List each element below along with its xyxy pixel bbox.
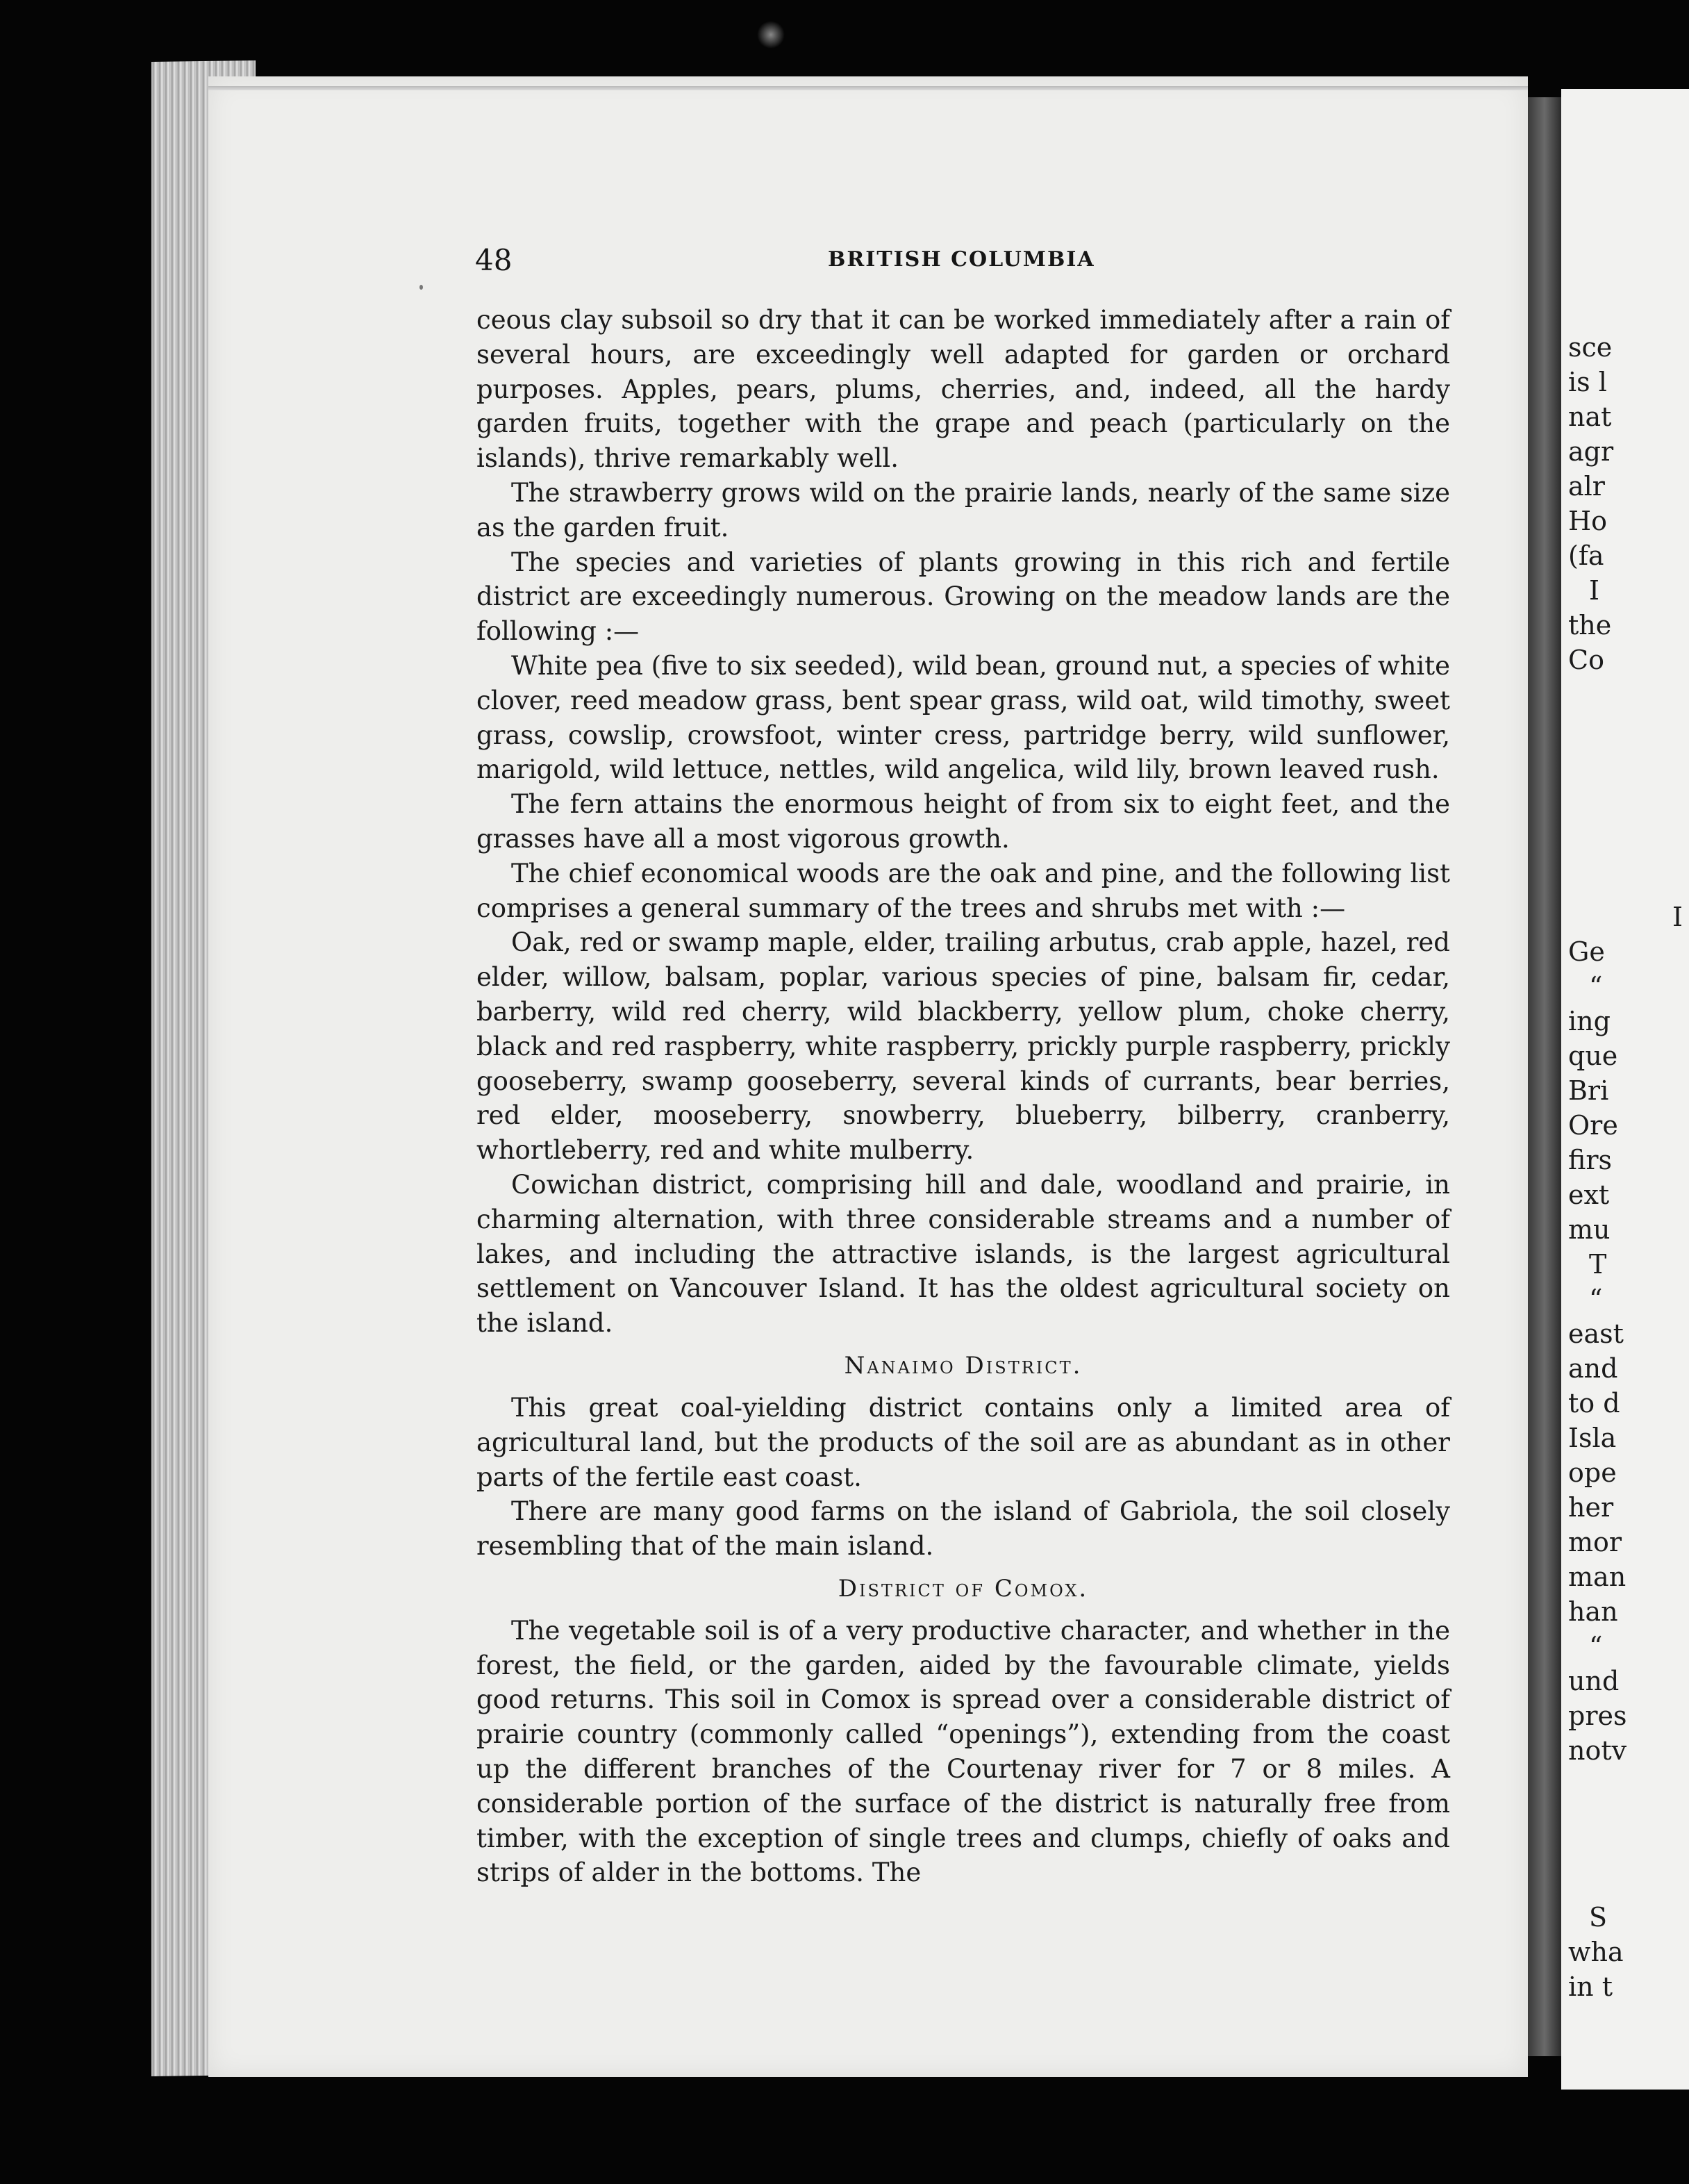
facing-page-fragment: mu — [1568, 1214, 1611, 1245]
facing-page-fragment: mor — [1568, 1527, 1622, 1557]
facing-page-fragment: Isla — [1568, 1423, 1617, 1453]
paragraph: The species and varieties of plants growing in this rich and fertile district are exceedingly numerous. Growing on the meadow lands are the following :— — [476, 547, 1450, 647]
facing-page-fragment: I — [1589, 575, 1600, 606]
dust-speck — [419, 285, 423, 290]
facing-page-fragment: han — [1568, 1596, 1618, 1627]
facing-page-fragment: notv — [1568, 1735, 1627, 1766]
facing-page-fragment: and — [1568, 1353, 1618, 1384]
facing-page-fragment: pres — [1568, 1701, 1627, 1731]
facing-page-fragment: que — [1568, 1041, 1618, 1071]
facing-page-fragment: east — [1568, 1318, 1624, 1349]
facing-page-fragment: in t — [1568, 1971, 1613, 2002]
facing-page-fragment: und — [1568, 1666, 1620, 1696]
dust-speck — [757, 21, 785, 49]
paragraph: Cowichan district, comprising hill and dale, woodland and prairie, in charming alternation, with three considerable streams and a number of lakes, and including the attractive islands, is the largest agricultural settlement on Vancouver Island. It has the oldest agricultural society on the island. — [476, 1169, 1450, 1339]
paragraph: White pea (five to six seeded), wild bean, ground nut, a species of white clover, reed meadow grass, bent spear grass, wild oat, wild timothy, sweet grass, cowslip, crowsfoot, winter cress, partridge berry, wild sunflower, marigold, wild lettuce, nettles, wild angelica, wild lily, brown leaved rush. — [476, 650, 1450, 785]
facing-page-fragment: ext — [1568, 1180, 1610, 1210]
facing-page-fragment: Ge — [1568, 936, 1605, 967]
facing-page-fragment: firs — [1568, 1145, 1613, 1175]
section-heading: Nanaimo District. — [844, 1351, 1083, 1380]
facing-page-fragment: man — [1568, 1562, 1626, 1592]
facing-page-fragment: (fa — [1568, 540, 1604, 571]
paragraph: The vegetable soil is of a very productive character, and whether in the forest, the field, or the garden, aided by the favourable climate, yields good returns. This soil in Comox is spread over a considerable district of prairie country (commonly called “openings”), extending from the coast up the different branches of the Courtenay river for 7 or 8 miles. A considerable portion of the surface of the district is naturally free from timber, with the exception of single trees and clumps, chiefly of oaks and strips of alder in the bottoms. The — [476, 1615, 1450, 1888]
paragraph: ceous clay subsoil so dry that it can be worked immediately after a rain of several hours, are exceedingly well adapted for garden or orchard purposes. Apples, pears, plums, cherries, and, indeed, all the hardy garden fruits, together with the grape and peach (particularly on the islands), thrive remarkably well. — [476, 305, 1450, 474]
facing-page-fragment: Ho — [1568, 506, 1608, 536]
page-number: 48 — [475, 243, 513, 277]
facing-page-fragment: ope — [1568, 1457, 1617, 1488]
page-top-edge — [208, 86, 1528, 90]
facing-page-fragment: wha — [1568, 1937, 1624, 1967]
facing-page — [1561, 89, 1689, 2090]
facing-page-fragment: the — [1568, 610, 1612, 640]
facing-page-fragment: Ore — [1568, 1110, 1618, 1141]
facing-page-fragment: sce — [1568, 332, 1613, 363]
running-head: BRITISH COLUMBIA — [828, 247, 1095, 272]
facing-page-fragment: is l — [1568, 367, 1607, 397]
book-gutter — [1528, 97, 1561, 2056]
facing-page-fragment: to d — [1568, 1388, 1620, 1418]
facing-page-fragment: agr — [1568, 436, 1614, 467]
body-text — [476, 303, 1450, 1890]
facing-page-fragment: Bri — [1568, 1075, 1609, 1106]
paragraph: The fern attains the enormous height of from six to eight feet, and the grasses have all a most vigorous growth. — [476, 789, 1450, 854]
paragraph: There are many good farms on the island of Gabriola, the soil closely resembling that of the main island. — [476, 1496, 1450, 1562]
paragraph: The strawberry grows wild on the prairie lands, nearly of the same size as the garden fruit. — [476, 477, 1450, 543]
facing-page-fragment: “ — [1589, 1284, 1603, 1314]
facing-page-fragment: alr — [1568, 471, 1605, 502]
facing-page-fragment: Co — [1568, 645, 1604, 675]
facing-page-fragment: nat — [1568, 402, 1612, 432]
facing-page-fragment: ing — [1568, 1006, 1611, 1036]
facing-page-fragment: I — [1672, 902, 1683, 932]
facing-page-fragment: T — [1589, 1249, 1607, 1280]
facing-page-fragment: “ — [1589, 1631, 1603, 1662]
facing-page-fragment: “ — [1589, 971, 1603, 1002]
facing-page-fragment: S — [1589, 1902, 1608, 1933]
paragraph: This great coal-yielding district contains only a limited area of agricultural land, but the products of the soil are as abundant as in other parts of the fertile east coast. — [476, 1392, 1450, 1492]
facing-page-fragment: her — [1568, 1492, 1614, 1523]
paragraph: Oak, red or swamp maple, elder, trailing arbutus, crab apple, hazel, red elder, willow, balsam, poplar, various species of pine, balsam fir, cedar, barberry, wild red cherry, wild blackberry, yellow plum, choke cherry, black and red raspberry, white raspberry, prickly purple raspberry, prickly gooseberry, swamp gooseberry, several kinds of currants, bear berries, red elder, mooseberry, snowberry, blueberry, bilberry, cranberry, whortleberry, red and white mulberry. — [476, 927, 1450, 1166]
paragraph: The chief economical woods are the oak and pine, and the following list comprises a general summary of the trees and shrubs met with :— — [476, 858, 1450, 923]
section-heading: District of Comox. — [838, 1574, 1089, 1603]
